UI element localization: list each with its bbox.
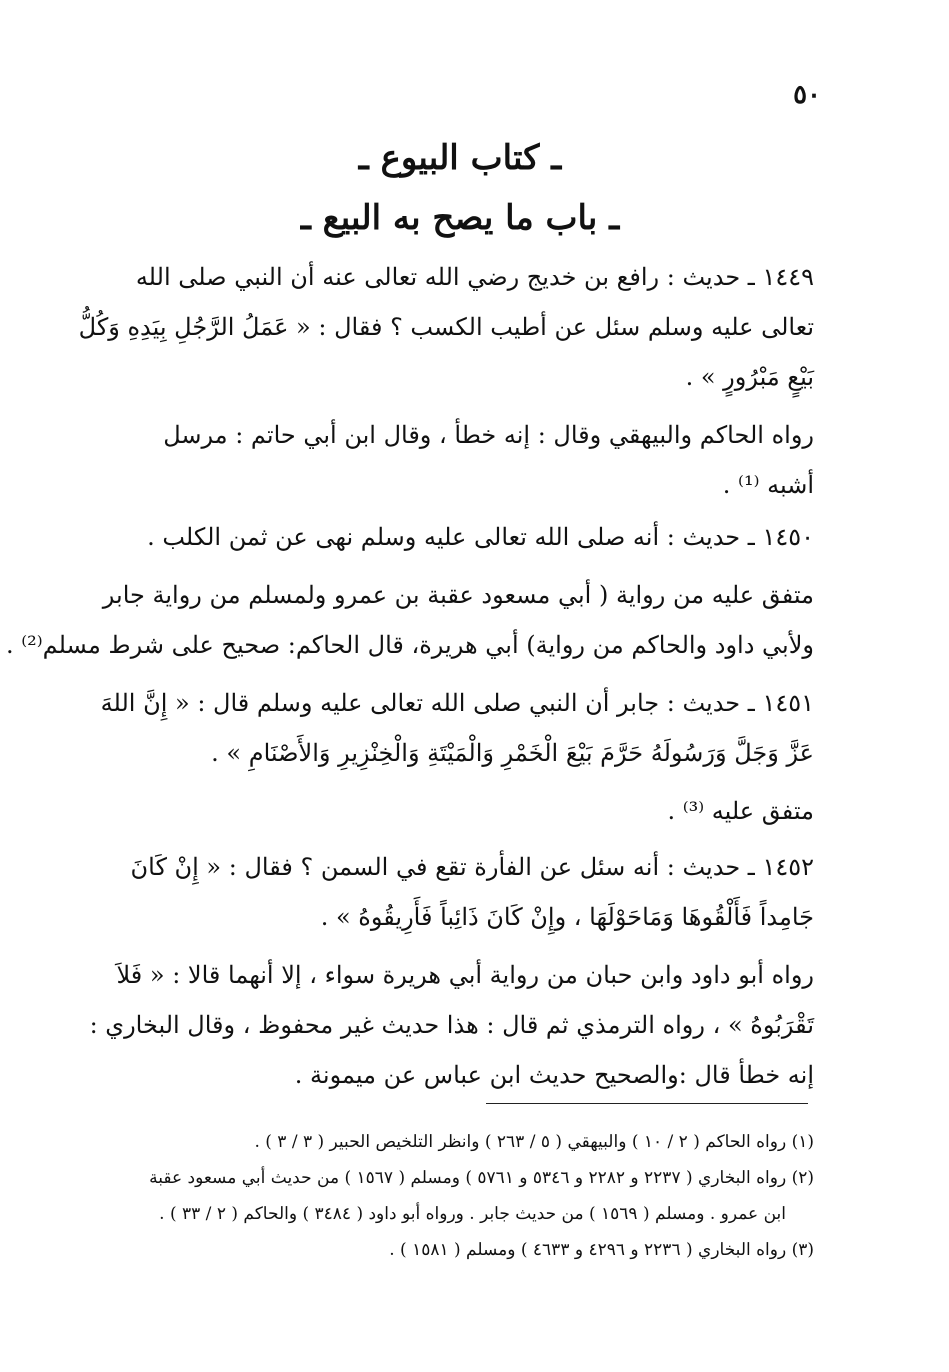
text-line: متفق عليه ⁽³⁾ . bbox=[667, 797, 814, 825]
text-line: ١٤٥٠ ـ حديث : أنه صلى الله تعالى عليه وسلم نهى عن ثمن الكلب . bbox=[147, 523, 814, 551]
hadith-1452 bbox=[112, 842, 814, 942]
text-line: ولأبي داود والحاكم من رواية) أبي هريرة، قال الحاكم: صحيح على شرط مسلم⁽²⁾ . bbox=[5, 631, 814, 659]
commentary-1451 bbox=[112, 786, 814, 836]
text-line: ١٤٤٩ ـ حديث : رافع بن خديج رضي الله تعالى عنه أن النبي صلى الله bbox=[135, 263, 814, 291]
text-line: رواه الحاكم والبيهقي وقال : إنه خطأ ، وقال ابن أبي حاتم : مرسل bbox=[163, 421, 814, 449]
hadith-1449 bbox=[78, 252, 814, 402]
text-line: بَيْعٍ مَبْرُورٍ » . bbox=[685, 363, 814, 391]
page-number: ٥٠ bbox=[793, 80, 821, 110]
text-line: عَزَّ وَجَلَّ وَرَسُولَهُ حَرَّمَ بَيْعَ الْخَمْرِ وَالْمَيْتَةِ وَالْخِنْزِيرِ وَالأَصْنَامِ » . bbox=[211, 739, 814, 767]
text-line: ١٤٥١ ـ حديث : جابر أن النبي صلى الله تعالى عليه وسلم قال : « إِنَّ اللهَ bbox=[100, 689, 814, 717]
book-title: ـ كتاب البيوع ـ bbox=[358, 138, 562, 178]
commentary-1450 bbox=[5, 570, 814, 670]
footnote-3: (٣) رواه البخاري ( ٢٢٣٦ و ٤٢٩٦ و ٤٦٣٣ ) ومسلم ( ١٥٨١ ) . bbox=[389, 1240, 814, 1260]
text-line: رواه أبو داود وابن حبان من رواية أبي هريرة سواء ، إلا أنهما قالا : « فَلاَ bbox=[116, 961, 814, 989]
text-line: جَامِداً فَأَلْقُوهَا وَمَاحَوْلَهَا ، وإِنْ كَانَ ذَائِباً فَأَرِيقُوهُ » . bbox=[320, 903, 814, 931]
text-line: تعالى عليه وسلم سئل عن أطيب الكسب ؟ فقال : « عَمَلُ الرَّجُلِ بِيَدِهِ وَكُلُّ bbox=[78, 313, 814, 341]
text-line: تَقْرَبُوهُ » ، رواه الترمذي ثم قال : هذا حديث غير محفوظ ، وقال البخاري : bbox=[89, 1011, 814, 1039]
footnote-divider bbox=[486, 1103, 808, 1104]
commentary-1452 bbox=[89, 950, 814, 1100]
footnote-2-continued: ابن عمرو . ومسلم ( ١٥٦٩ ) من حديث جابر . ورواه أبو داود ( ٣٤٨٤ ) والحاكم ( ٢ / ٣٣ ) . bbox=[159, 1204, 786, 1224]
text-line: متفق عليه من رواية ( أبي مسعود عقبة بن عمرو ولمسلم من رواية جابر bbox=[102, 581, 814, 609]
hadith-1451 bbox=[100, 678, 814, 778]
footnote-1: (١) رواه الحاكم ( ٢ / ١٠ ) والبيهقي ( ٥ / ٢٦٣ ) وانظر التلخيص الحبير ( ٣ / ٣ ) . bbox=[254, 1132, 814, 1152]
hadith-1450 bbox=[112, 512, 814, 562]
text-line: ١٤٥٢ ـ حديث : أنه سئل عن الفأرة تقع في السمن ؟ فقال : « إِنْ كَانَ bbox=[130, 853, 814, 881]
text-line: إنه خطأ قال :والصحيح حديث ابن عباس عن ميمونة . bbox=[294, 1061, 814, 1089]
chapter-title: ـ باب ما يصح به البيع ـ bbox=[300, 198, 620, 238]
text-line: أشبه ⁽¹⁾ . bbox=[722, 471, 814, 499]
commentary-1449 bbox=[112, 410, 814, 510]
footnotes bbox=[112, 1124, 814, 1268]
footnote-2: (٢) رواه البخاري ( ٢٢٣٧ و ٢٢٨٢ و ٥٣٤٦ و ٥٧٦١ ) ومسلم ( ١٥٦٧ ) من حديث أبي مسعود عقبة bbox=[149, 1168, 814, 1188]
